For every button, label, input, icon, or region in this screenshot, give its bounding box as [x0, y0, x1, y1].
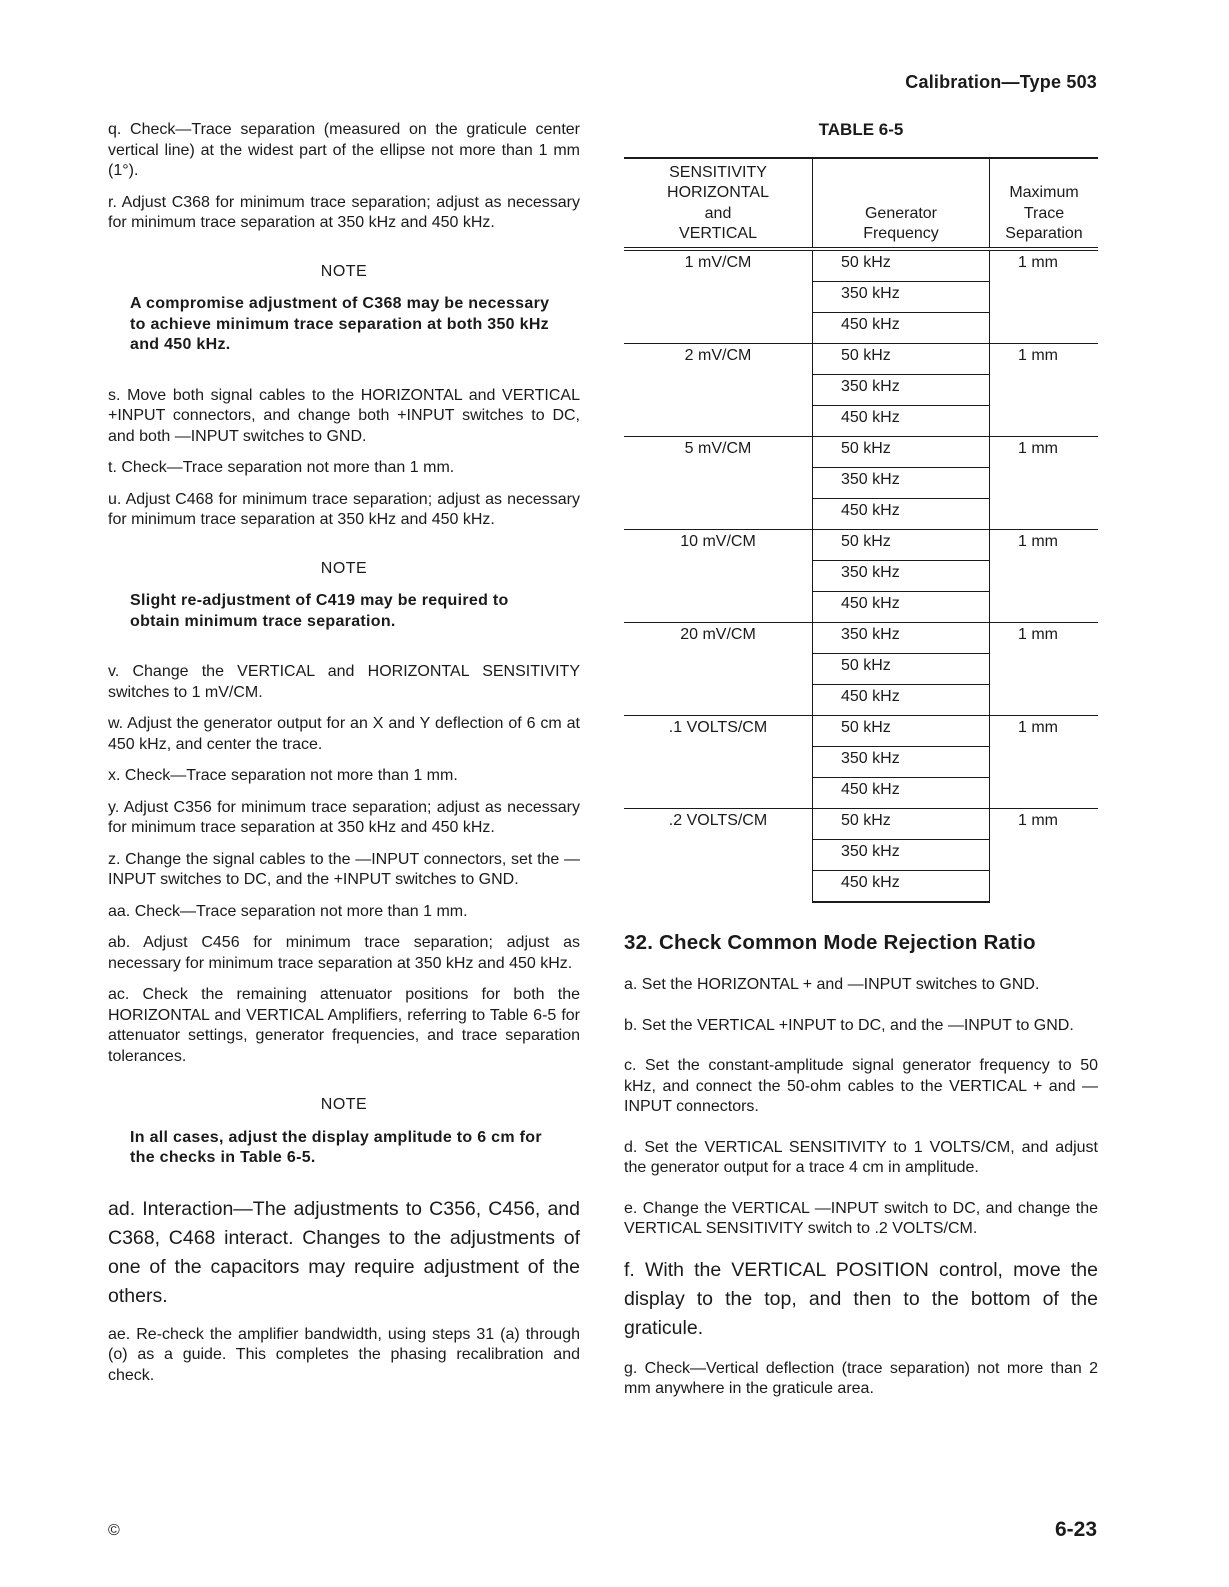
- frequency-cell: 50 kHz: [813, 343, 990, 374]
- page-number: 6-23: [1054, 1518, 1097, 1541]
- sensitivity-cell: 20 mV/CM: [624, 622, 813, 715]
- step-e: e. Change the VERTICAL —INPUT switch to DC, and change the VERTICAL SENSITIVITY switch to .2 VOLTS/CM.: [624, 1199, 1098, 1237]
- left-column: [108, 120, 580, 1397]
- step-x: x. Check—Trace separation not more than 1 mm.: [108, 767, 458, 784]
- header-sensitivity: SENSITIVITY HORIZONTAL and VERTICAL: [624, 158, 813, 249]
- max-separation-cell: 1 mm: [990, 622, 1099, 715]
- table-row: [624, 529, 1098, 560]
- frequency-cell: 450 kHz: [813, 684, 990, 715]
- sensitivity-cell: 2 mV/CM: [624, 343, 813, 436]
- frequency-cell: 50 kHz: [813, 249, 990, 282]
- step-c: c. Set the constant-amplitude signal generator frequency to 50 kHz, and connect the 50-ohm cables to the VERTICAL + and —INPUT connectors.: [624, 1057, 1098, 1115]
- frequency-cell: 450 kHz: [813, 498, 990, 529]
- header-frequency: Generator Frequency: [813, 158, 990, 249]
- table-body: [624, 249, 1098, 902]
- frequency-cell: 450 kHz: [813, 870, 990, 902]
- step-ad: ad. Interaction—The adjustments to C356, C456, and C368, C468 interact. Changes to the adjustments of one of the capacitors may require adjustment of the others.: [108, 1197, 580, 1307]
- frequency-cell: 350 kHz: [813, 839, 990, 870]
- max-separation-cell: 1 mm: [990, 343, 1099, 436]
- table-title: TABLE 6-5: [818, 120, 904, 139]
- step-g: g. Check—Vertical deflection (trace separation) not more than 2 mm anywhere in the graticule area.: [624, 1359, 1098, 1397]
- table-row: [624, 622, 1098, 653]
- frequency-cell: 350 kHz: [813, 467, 990, 498]
- table-row: [624, 249, 1098, 282]
- step-ac: ac. Check the remaining attenuator positions for both the HORIZONTAL and VERTICAL Amplifiers, referring to Table 6-5 for attenuator settings, generator frequencies, and trace separation tolerances.: [108, 986, 580, 1065]
- frequency-cell: 450 kHz: [813, 591, 990, 622]
- step-ab: ab. Adjust C456 for minimum trace separation; adjust as necessary for minimum trace separation at 350 kHz and 450 kHz.: [108, 934, 580, 972]
- frequency-cell: 450 kHz: [813, 405, 990, 436]
- sensitivity-cell: 10 mV/CM: [624, 529, 813, 622]
- page-header: Calibration—Type 503: [905, 72, 1097, 92]
- note-heading: NOTE: [320, 262, 368, 280]
- max-separation-cell: 1 mm: [990, 808, 1099, 902]
- max-separation-cell: 1 mm: [990, 715, 1099, 808]
- table-row: [624, 343, 1098, 374]
- frequency-cell: 350 kHz: [813, 281, 990, 312]
- frequency-cell: 50 kHz: [813, 808, 990, 839]
- max-separation-cell: 1 mm: [990, 436, 1099, 529]
- step-q: q. Check—Trace separation (measured on the graticule center vertical line) at the widest part of the ellipse not more than 1 mm (1°).: [108, 121, 580, 179]
- step-aa: aa. Check—Trace separation not more than 1 mm.: [108, 902, 468, 920]
- frequency-cell: 50 kHz: [813, 436, 990, 467]
- sensitivity-cell: .1 VOLTS/CM: [624, 715, 813, 808]
- frequency-cell: 350 kHz: [813, 746, 990, 777]
- step-z: z. Change the signal cables to the —INPUT connectors, set the —INPUT switches to DC, and the +INPUT switches to GND.: [108, 850, 580, 888]
- step-r: r. Adjust C368 for minimum trace separation; adjust as necessary for minimum trace separation at 350 kHz and 450 kHz.: [108, 193, 580, 231]
- frequency-cell: 350 kHz: [813, 560, 990, 591]
- max-separation-cell: 1 mm: [990, 529, 1099, 622]
- note-text: A compromise adjustment of C368 may be necessary to achieve minimum trace separation at both 350 kHz and 450 kHz.: [130, 295, 550, 353]
- table-6-5: [624, 157, 1098, 903]
- frequency-cell: 50 kHz: [813, 715, 990, 746]
- table-row: [624, 808, 1098, 839]
- table-row: [624, 436, 1098, 467]
- copyright-mark: ©: [108, 1522, 120, 1539]
- frequency-cell: 350 kHz: [813, 374, 990, 405]
- step-v: v. Change the VERTICAL and HORIZONTAL SENSITIVITY switches to 1 mV/CM.: [108, 663, 580, 701]
- sensitivity-cell: 1 mV/CM: [624, 249, 813, 344]
- frequency-cell: 50 kHz: [813, 529, 990, 560]
- right-column: [624, 120, 1098, 1411]
- frequency-cell: 50 kHz: [813, 653, 990, 684]
- step-w: w. Adjust the generator output for an X and Y deflection of 6 cm at 450 kHz, and center the trace.: [108, 715, 580, 753]
- frequency-cell: 450 kHz: [813, 777, 990, 808]
- note-heading: NOTE: [320, 559, 368, 577]
- note-heading: NOTE: [320, 1096, 368, 1113]
- step-u: u. Adjust C468 for minimum trace separation; adjust as necessary for minimum trace separation at 350 kHz and 450 kHz.: [108, 490, 580, 528]
- frequency-cell: 450 kHz: [813, 312, 990, 343]
- note-text: Slight re-adjustment of C419 may be required to obtain minimum trace separation.: [130, 592, 509, 630]
- sensitivity-cell: 5 mV/CM: [624, 436, 813, 529]
- step-t: t. Check—Trace separation not more than 1 mm.: [108, 459, 455, 476]
- max-separation-cell: 1 mm: [990, 249, 1099, 344]
- sensitivity-cell: .2 VOLTS/CM: [624, 808, 813, 902]
- section-title: 32. Check Common Mode Rejection Ratio: [624, 930, 1036, 954]
- frequency-cell: 350 kHz: [813, 622, 990, 653]
- step-ae: ae. Re-check the amplifier bandwidth, using steps 31 (a) through (o) as a guide. This completes the phasing recalibration and check.: [108, 1325, 580, 1384]
- step-d: d. Set the VERTICAL SENSITIVITY to 1 VOLTS/CM, and adjust the generator output for a trace 4 cm in amplitude.: [624, 1138, 1098, 1176]
- header-max-separation: Maximum Trace Separation: [990, 158, 1099, 249]
- step-y: y. Adjust C356 for minimum trace separation; adjust as necessary for minimum trace separation at 350 kHz and 450 kHz.: [108, 798, 580, 836]
- table-row: [624, 715, 1098, 746]
- step-a: a. Set the HORIZONTAL + and —INPUT switches to GND.: [624, 976, 1040, 993]
- step-b: b. Set the VERTICAL +INPUT to DC, and the —INPUT to GND.: [624, 1016, 1074, 1034]
- step-f: f. With the VERTICAL POSITION control, move the display to the top, and then to the bottom of the graticule.: [624, 1258, 1098, 1339]
- step-s: s. Move both signal cables to the HORIZONTAL and VERTICAL +INPUT connectors, and change both +INPUT switches to DC, and both —INPUT switches to GND.: [108, 386, 580, 445]
- note-text: In all cases, adjust the display amplitude to 6 cm for the checks in Table 6-5.: [130, 1128, 542, 1166]
